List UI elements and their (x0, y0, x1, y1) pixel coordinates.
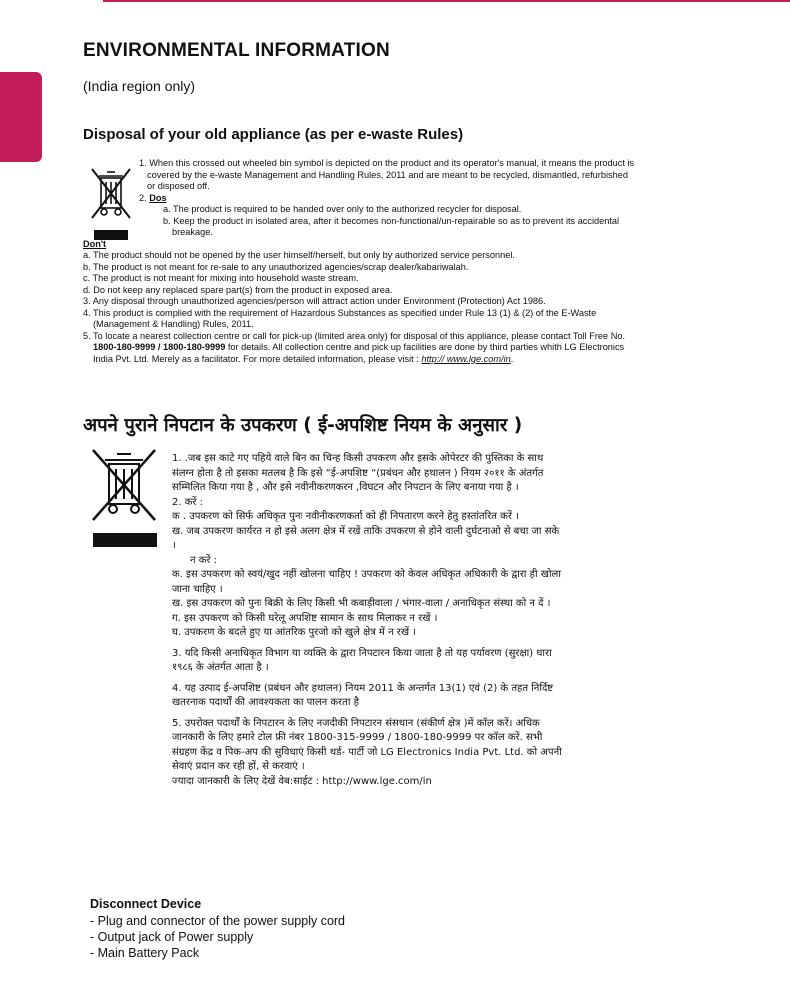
english-item-3: 3. Any disposal through unauthorized agencies/person will attract action under Environment (Protection) Act 1986. (83, 296, 546, 306)
page-title: ENVIRONMENTAL INFORMATION (83, 40, 390, 61)
toll-free-number: 1800-180-9999 / 1800-180-9999 (93, 342, 226, 352)
english-dont-c: c. The product is not meant for mixing into household waste stream. (83, 273, 359, 283)
disconnect-heading: Disconnect Device (90, 897, 202, 911)
disconnect-list (90, 913, 345, 961)
hindi-dos-kha: ख. जब उपकरण कार्यरत न हो इसे अलग क्षेत्र में रखें ताकि उपकरण से होने वाली दुर्घटनाओ से बचा जा सके । (172, 525, 560, 551)
hindi-item-5: 5. उपरोक्त पदार्थों के निपटारन के लिए नजदीकी निपटारन संसथान (संकीर्ण क्षेत्र )में कॉल करें। अधिक जानकारी के लिए हमारे टोल फ्री नंबर 1800-315-9999 / 1800-180-9999 पर कॉल करें. सभी संग्रहण केंद्र व पिक-अप की सुविधाएं किसी थर्ड- पार्टी जो LG Electronics India Pvt. Ltd. को अपनी सेवाएं प्रदान कर रही हों, से करवाएं । (172, 717, 562, 772)
disconnect-item: - Output jack of Power supply (90, 930, 254, 944)
hindi-dont-gha: घ. उपकरण के बदले हुए या आंतरिक पुरजो को खुले क्षेत्र में न रखें । (172, 627, 417, 638)
item5-text-a: 5. To locate a nearest collection centre or call for pick-up (limited area only) for disposal of this appliance, please contact Toll Free No. (83, 330, 625, 341)
disconnect-item: - Main Battery Pack (90, 946, 200, 960)
item5-text-b: for details. All collection centre and pick up facilities are done by third parties whith LG Electronics India Pvt. Ltd. Merely as a facilitator. For more detailed information, please visit : (93, 342, 625, 364)
hindi-donts-label: न करें : (190, 554, 218, 566)
hindi-item-5-web: ज्यादा जानकारी के लिए देखें वेब:साईट : http://www.lge.com/in (172, 775, 432, 787)
ewaste-heading: Disposal of your old appliance (as per e-waste Rules) (83, 126, 464, 143)
english-dos-a: a. The product is required to be handed over only to the authorized recycler for disposal. (163, 204, 522, 214)
english-item-5 (83, 331, 638, 366)
lge-website-link[interactable]: http:// www.lge.com/in (421, 353, 511, 364)
english-item-1: 1. When this crossed out wheeled bin symbol is depicted on the product and its operator's manual, it means the product is covered by the e-waste Management and Handling Rules, 2011 and are meant to be recycled, dismantled, refurbished or disposed off. (139, 158, 635, 191)
hindi-heading: अपने पुराने निपटान के उपकरण ( ई-अपशिष्ट नियम के अनुसार ) (83, 415, 523, 436)
hindi-dos-ka: क . उपकरण को सिर्फ अधिकृत पुनः नवीनीकरणकर्ता को ही निपतारण करने हेतु हस्तांतरित करें । (172, 511, 519, 522)
dos-label: Dos (149, 192, 167, 203)
donts-label: Don't (83, 238, 107, 249)
top-accent-rule (103, 0, 790, 2)
disconnect-item: - Plug and connector of the power supply cord (90, 914, 346, 928)
region-note: (India region only) (83, 78, 196, 94)
english-dos-b: b. Keep the product in isolated area, after it becomes non-functional/un-repairable so as to prevent its accidental breakage. (163, 215, 620, 237)
english-item-4: 4. This product is complied with the requirement of Hazardous Substances as specified under Rule 13 (1) & (2) of the E-Waste (Management & Handling) Rules, 2011. (83, 307, 597, 329)
hindi-item-4: 4. यह उत्पाद ई-अपशिष्ट (प्रबंधन और हथालन) नियम 2011 के अन्तर्गत 13(1) एवं (2) के तहत निर्दिष्ट खतरनाक पदार्थों की आवश्यकता का पालन करता है (172, 682, 554, 708)
ewaste-hindi-text (172, 452, 564, 789)
hindi-dont-ga: ग. इस उपकरण को किसी घरेलू अपशिष्ट सामान के साथ मिलाकर न रखें । (172, 612, 438, 624)
hindi-dont-ka: क. इस उपकरण को स्वयं/खुद नहीं खोलना चाहिए ! उपकरण को केवल अधिकृत अधिकारी के द्वारा ही खोला जाना चाहिए । (172, 569, 561, 595)
hindi-item-3: 3. यदि किसी अनाधिकृत विभाग या व्यक्ति के द्वारा निपटारन किया जाता है तो यह पर्यावरण (सुरक्षा) धारा १९८६ के अंतर्गत आता है । (172, 647, 552, 673)
english-dos-line (83, 193, 638, 205)
hindi-dos-label: 2. करें : (172, 496, 204, 508)
hindi-item-1: 1. .जब इस काटे गए पहिये वाले बिन का चिन्ह किसी उपकरण और इसके ओपेरटर की पुस्तिका के साथ संलग्न होता है तो इसका मतलब है कि इसे “ई-अपशिष्ट “(प्रबंधन और हथालन ) नियम २०११ के अंतर्गत सम्मिलित किया गया है , और इसे नवीनीकरणकरन ,विघटन और निपटान के लिए बनाया गया है । (172, 453, 544, 493)
ewaste-english-text (83, 158, 638, 365)
dos-number: 2. (139, 192, 147, 203)
hindi-dont-kha: ख. इस उपकरण को पुनः बिक्री के लिए किसी भी कबाड़ीवाला / भंगार-वाला / अनाधिकृत संस्था को न दें । (172, 598, 551, 609)
crossed-bin-icon-hindi (89, 446, 159, 524)
item5-end: . (510, 353, 514, 364)
english-dont-d: d. Do not keep any replaced spare part(s) from the product in exposed area. (83, 284, 393, 295)
english-dont-a: a. The product should not be opened by the user himself/herself, but only by authorized service personnel. (83, 250, 515, 260)
side-section-tab (0, 72, 42, 162)
bin-underline-bar-hindi (93, 533, 157, 547)
english-dont-b: b. The product is not meant for re-sale to any unauthorized agencies/scrap dealer/kabariwalah. (83, 261, 469, 272)
